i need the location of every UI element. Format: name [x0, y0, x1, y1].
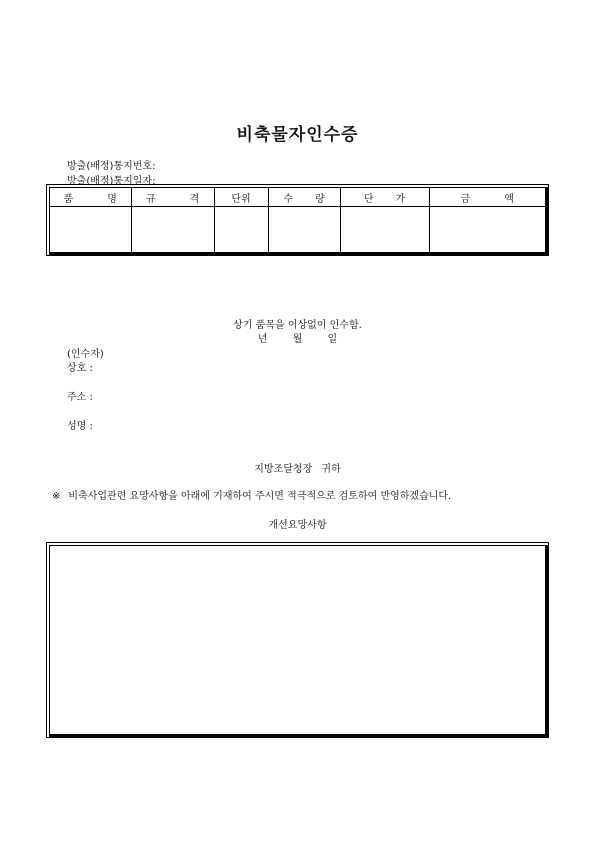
- header-spec: 규 격: [131, 188, 214, 207]
- cell-unit-price[interactable]: [340, 207, 429, 253]
- note-mark: ※: [52, 491, 61, 502]
- document-title: 비축물자인수증: [236, 125, 359, 145]
- cell-item-name[interactable]: [50, 207, 131, 253]
- improvement-box-field[interactable]: [49, 545, 548, 737]
- goods-table: [50, 188, 545, 252]
- header-unit-price: 단 가: [340, 188, 429, 207]
- header-unit: 단위: [214, 188, 268, 207]
- goods-table-frame: [46, 184, 549, 256]
- release-notice-number-label: 방출(배정)통지번호:: [67, 161, 156, 172]
- release-notice-date-label: 방출(배정)통지일자:: [67, 176, 156, 187]
- note-line: [52, 487, 451, 502]
- cell-quantity[interactable]: [268, 207, 340, 253]
- address-label: 주소 :: [67, 392, 93, 403]
- addressee: 지방조달청장 귀하: [254, 464, 341, 475]
- header-quantity: 수 량: [268, 188, 340, 207]
- table-row: [50, 207, 545, 253]
- business-name-label: 상호 :: [67, 363, 93, 374]
- recipient-heading: (인수자): [67, 349, 104, 360]
- header-amount: 금 액: [429, 188, 545, 207]
- name-label: 성명 :: [67, 421, 93, 432]
- header-item-name: 품 명: [50, 188, 131, 207]
- cell-amount[interactable]: [429, 207, 545, 253]
- date-line: 년 월 일: [257, 334, 338, 345]
- cell-unit[interactable]: [214, 207, 268, 253]
- note-text: 비축사업관련 요망사항을 아래에 기재하여 주시면 적극적으로 검토하여 반영하겠습니다.: [68, 491, 452, 502]
- improvement-box-title: 개선요망사항: [268, 520, 327, 531]
- cell-spec[interactable]: [131, 207, 214, 253]
- confirmation-statement: 상기 품목을 이상없이 인수함.: [233, 320, 362, 331]
- improvement-box-frame: [46, 542, 549, 738]
- goods-table-header-row: [50, 188, 545, 207]
